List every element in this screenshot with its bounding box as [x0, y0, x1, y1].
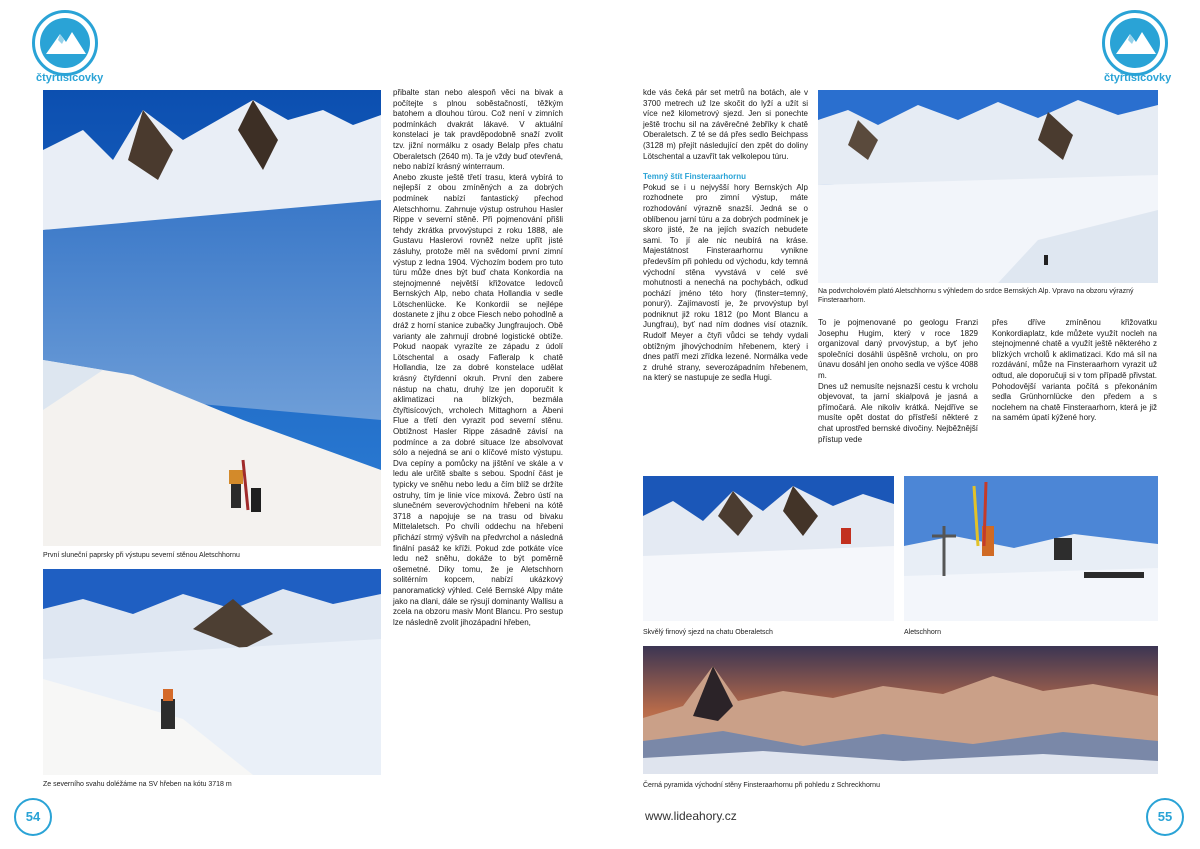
section-heading-finsteraarhorn: Temný štít Finsteraarhornu: [643, 172, 746, 182]
caption-photo3: Na podvrcholovém plató Aletschhornu s výhledem do srdce Bernských Alp. Vpravo na obzoru výrazný Finsteraarhorn.: [818, 288, 1134, 304]
paragraph-col1: přibalte stan nebo alespoň věci na bivak a počítejte s plnou soběstačností, těžkým batohem a dlouhou túrou. Což není v zimních podmínkách dvakrát lákavé. V aktuální konstelaci je tak pravděpodobně snaží zvolit tzv. jižní normálku z osady Belalp přes chatu Oberaletsch (2640 m). Ta je vždy buď otevřená, nebo nabízí krásný winterraum. Anebo zkuste ještě třetí trasu, která vybírá to nejlepší z obou zmíněných a za dobrých podmínek nabízí fantastický přechod Aletschhornu. Zahrnuje výstup ostruhou Hasler Rippe v severní stěně. Při pojmenování přišli tehdy zkrátka prvovýstupci z roku 1888, ale Gustavu Haslerovi rovněž nelze upřít jisté zásluhy, protože měl na svědomí první zimní výstup z ledna 1904. Výchozím bodem pro tuto túru může dnes být buď chata Konkordia na stejnojmenné největší křižovatce ledovců Bernských Alp, nebo chata Hollandia v sedle Lötschenlücke. Ke Konkordii se nejlépe dostanete z jihu z obce Fiesch nebo pohodlně a dráž z horní stanice zubačky Jungfraujoch. Obě varianty ale zahrnují drobné logistické obtíže. Pokud naopak vyrazíte ze západu z údolí Lötschental a osady Fafleralp k chatě Hollandia, lze za dobré konstelace udělat krásný čtyřdenní okruh. První den zabere nástup na chatu, druhý lze jen doporučit k aklimatizaci na blízkých, bezmála čtyřtisícových, vrcholech Mittaghorn a Äbeni Flue a třetí den vyrazit pod severní stěnu. Obtížnost Hasler Rippe zásadně závisí na podmínce a za dobré situace lze absolvovat sólo a nejedná se ani o klíčové místo výstupu. Dva cepíny a pomůcky na jištění ve skále a v ledu ale určitě sbalte s sebou. Spodní část je typicky ve sněhu nebo ledu a čím blíž se držíte ostruhy, tím je linie více mixová. Žebro ústí na slunečném severovýchodním hřebeni na kótě 3718 a napojuje se na trasu od bivaku Mittelaletsch. Po chvíli oddechu na hřebeni přichází strmý výšvih na předvrchol a následná finální pasáž ke kříži. Pokud zde potkáte více ledu než sněhu, dokáže to být poměrně ošemetné. Díky tomu, že je Aletschhorn solitérním kopcem, nabízí ukázkový panoramatický výhled. Celé Bernské Alpy máte jako na dlani, dále se rýsují dominanty Wallisu a zcela na obzoru masiv Mont Blancu. Pro sestup lze následně zvolit jihozápadní hřeben,: [393, 88, 564, 627]
paragraph-col2-1: kde vás čeká pár set metrů na botách, ale v 3700 metrech už lze skočit do lyží a užít si více než kilometrový sjezd. Jen si ponechte ještě trochu sil na závěrečné žebříky k chatě Oberaletsch. Z té se dá přes sedlo Beichpass (3128 m) přejít následující den zpět do doliny Lötschental a uzavřít tak velkolepou túru.: [643, 88, 808, 161]
magazine-logo: [32, 10, 98, 76]
paragraph-col3: To je pojmenované po geologu Franzi Josephu Hugim, který v roce 1829 organizoval daný prvovýstup, a byť jeho společníci dosáhli úspěšně vrcholu, on pro únavu dosáhl jen onoho sedla ve výšce 4088 m. Dnes už nemusíte nejsnazší cestu k vrcholu objevovat, ta jarní skialpová je jasná a přímočará. Ale nikoliv krátká. Nejdříve se musíte opět dostat do přístřeší některé z chat uprostřed bernské divočiny. Nejběžnější přístup vede: [818, 318, 978, 444]
photo-ridge-traverse: [43, 569, 381, 775]
caption-photo5: Aletschhorn: [904, 629, 941, 636]
caption-photo2: Ze severního svahu doléžáme na SV hřeben na kótu 3718 m: [43, 781, 232, 788]
caption-photo4: Skvělý firnový sjezd na chatu Oberaletsch: [643, 629, 773, 636]
paragraph-col4: přes dříve zmíněnou křižovatku Konkordiaplatz, kde můžete využít nocleh na stejnojmenné chatě a využít ještě některého z blízkých vrcholů k aklimatizaci. Kdo má síl na rozdávání, může na Finsteraarhorn vyrazit už odtud, ale doporučuji si v tom případě přivstat. Pohodovější varianta počítá s překonáním sedla Grünhornlücke den předem a s noclehem na chatě Finsteraarhorn, která je již na samém úpatí kýžené hory.: [992, 318, 1157, 423]
mountain-icon: [40, 18, 90, 68]
photo-summit: [904, 476, 1158, 621]
section-label-right: čtyřtisícovky: [1104, 72, 1172, 84]
paragraph-col2-2: Pokud se i u nejvyšší hory Bernských Alp rozhodnete pro zimní výstup, máte rozhodování výrazně snazší. Jedná se o oblíbenou jarní túru a za dobrých podmínek je skoro jisté, že na jejích svazích nebudete sami. To jí ale nic neubírá na kráse. Majestátnost Finsteraarhornu vynikne především při pohledu od východu, kdy temná východní stěna vyvstává v celé své mohutnosti a nenechá na pochybách, odkud pochází jméno této hory (finster=temný, ponurý). Zajímavostí je, že prvovýstup byl podniknut již roku 1812 (po Mont Blancu a Jungfrau), byť nad ním dodnes visí otazník. Rudolf Meyer a čtyři vůdci se tehdy vydali obtížným jihovýchodním hřebenem, který i dnes patří mezi zřídka lezené. Normálka vede z druhé strany, severozápadním hřebenem, na který se nastupuje ze sedla Hugi.: [643, 182, 808, 383]
text-column-1: [393, 88, 563, 628]
text-column-3: [818, 318, 978, 445]
caption-photo1: První sluneční paprsky při výstupu severní stěnou Aletschhornu: [43, 552, 240, 559]
photo-panorama-sunrise: [643, 646, 1158, 774]
caption-photo6: Černá pyramida východní stěny Finsteraarhornu při pohledu z Schreckhornu: [643, 782, 880, 789]
text-column-2: [643, 88, 808, 384]
text-column-4: [992, 318, 1157, 424]
magazine-logo-right: [1102, 10, 1168, 76]
photo-plateau-view: [818, 90, 1158, 283]
page-number-left: 54: [14, 798, 52, 836]
page-number-right: 55: [1146, 798, 1184, 836]
website-url[interactable]: www.lideahory.cz: [645, 809, 737, 823]
mountain-icon: [1110, 18, 1160, 68]
photo-north-face-ascent: [43, 90, 381, 546]
section-label-left: čtyřtisícovky: [36, 72, 104, 84]
photo-firn-descent: [643, 476, 894, 621]
